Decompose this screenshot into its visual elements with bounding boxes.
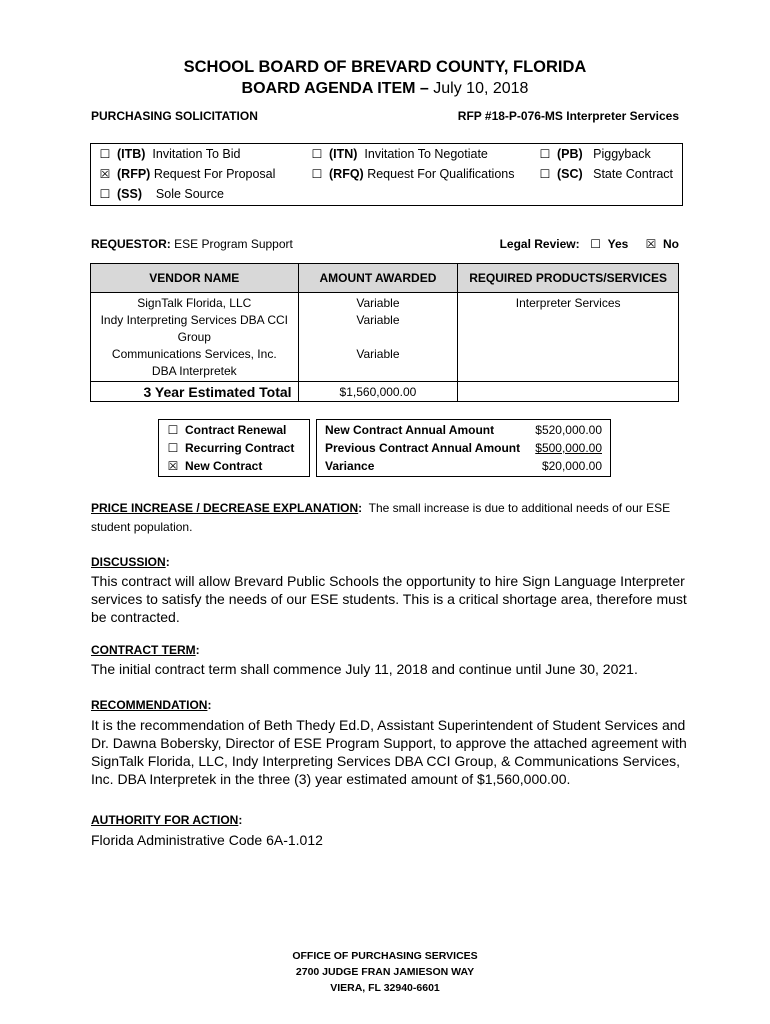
requestor-line [91, 237, 293, 251]
rfp-reference: RFP #18-P-076-MS Interpreter Services [457, 109, 679, 123]
checkbox-icon[interactable]: ☐ [167, 423, 179, 437]
amount-line: Variable [356, 347, 400, 361]
checkbox-icon[interactable]: ☒ [99, 167, 111, 181]
vendor-line: Group [177, 330, 211, 344]
option-label: Invitation To Negotiate [364, 147, 488, 161]
checkbox-icon[interactable]: ☐ [311, 167, 323, 181]
column-header: VENDOR NAME [91, 264, 299, 293]
option-label: Request For Proposal [153, 167, 276, 181]
option-code: (RFP) [117, 167, 151, 181]
empty-cell [458, 382, 679, 402]
contract-amounts-box [316, 419, 611, 477]
amount-line [299, 329, 458, 346]
amount-row [325, 423, 602, 437]
checkbox-icon[interactable]: ☐ [167, 441, 179, 455]
legal-yes-label: Yes [607, 237, 629, 251]
total-label: 3 Year Estimated Total [91, 382, 299, 402]
amount-value: $500,000.00 [535, 441, 602, 455]
vendor-table [90, 263, 679, 402]
agenda-item-label: BOARD AGENDA ITEM – [241, 80, 429, 97]
legal-no-label: No [663, 237, 679, 251]
vendor-line: DBA Interpretek [151, 364, 237, 378]
services-cell [458, 293, 679, 382]
column-header: AMOUNT AWARDED [298, 264, 458, 293]
option-label: Contract Renewal [185, 423, 287, 437]
option-rfp[interactable] [99, 167, 275, 181]
amount-row [325, 459, 602, 473]
amount-row [325, 441, 602, 455]
option-label: Invitation To Bid [152, 147, 241, 161]
total-value: $1,560,000.00 [298, 382, 458, 402]
contract-term-heading-line: CONTRACT TERM: [91, 643, 200, 657]
section-heading: PRICE INCREASE / DECREASE EXPLANATION [91, 501, 359, 515]
amount-line: Variable [356, 296, 400, 310]
amount-value: $520,000.00 [535, 423, 602, 437]
amounts-cell [298, 293, 458, 382]
total-row [91, 382, 679, 402]
option-label: Recurring Contract [185, 441, 295, 455]
requestor-label: REQUESTOR: [91, 237, 171, 251]
contract-renewal-option[interactable] [167, 423, 286, 437]
discussion-text: This contract will allow Brevard Public Schools the opportunity to hire Sign Language Interpreter services to satisfy the needs of our ESE students. This is a critical shortage area, therefore must be contracted. [91, 573, 687, 625]
option-label: New Contract [185, 459, 263, 473]
contract-term-text: The initial contract term shall commence July 11, 2018 and continue until June 30, 2021. [91, 661, 638, 677]
option-itn[interactable] [311, 147, 488, 161]
agenda-item-line [0, 80, 770, 98]
recommendation-heading-line: RECOMMENDATION: [91, 698, 212, 712]
option-code: (ITB) [117, 147, 146, 161]
price-explanation-text-2: student population. [91, 520, 193, 534]
price-explanation: PRICE INCREASE / DECREASE EXPLANATION: The small increase is due to additional needs of our ESE student population. [91, 501, 671, 534]
amount-label: Variance [325, 459, 375, 473]
checkbox-icon[interactable]: ☐ [311, 147, 323, 161]
amount-label: New Contract Annual Amount [325, 423, 495, 437]
option-label: Piggyback [593, 147, 651, 161]
requestor-value: ESE Program Support [174, 237, 293, 251]
option-pb[interactable] [539, 147, 651, 161]
document-title: SCHOOL BOARD OF BREVARD COUNTY, FLORIDA [183, 58, 587, 76]
option-label: Request For Qualifications [367, 167, 515, 181]
option-label: State Contract [593, 167, 674, 181]
section-heading: CONTRACT TERM [91, 643, 196, 657]
amount-label: Previous Contract Annual Amount [325, 441, 521, 455]
amount-value: $20,000.00 [541, 459, 602, 473]
contract-type-box [158, 419, 310, 477]
table-header-row [91, 264, 679, 293]
footer-line: 2700 JUDGE FRAN JAMIESON WAY [295, 966, 475, 978]
table-row [91, 293, 679, 382]
vendor-line: Communications Services, Inc. [111, 347, 277, 361]
vendor-names-cell [91, 293, 299, 382]
recurring-contract-option[interactable] [167, 441, 294, 455]
authority-text: Florida Administrative Code 6A-1.012 [91, 832, 323, 848]
option-ss[interactable] [99, 187, 224, 201]
price-explanation-text: The small increase is due to additional needs of our ESE [368, 501, 671, 515]
checkbox-icon[interactable]: ☐ [590, 237, 601, 251]
checkbox-icon[interactable]: ☐ [99, 147, 111, 161]
option-code: (ITN) [329, 147, 358, 161]
column-header: REQUIRED PRODUCTS/SERVICES [458, 264, 679, 293]
service-line: Interpreter Services [515, 296, 621, 310]
new-contract-option[interactable] [167, 459, 262, 473]
option-rfq[interactable] [311, 167, 515, 181]
recommendation-text: It is the recommendation of Beth Thedy Ed.D, Assistant Superintendent of Student Services and Dr. Dawna Bobersky, Director of ESE Program Support, to approve the attached agreement with SignTalk Florida, LLC, Indy Interpreting Services DBA CCI Group, & Communications Services, Inc. DBA Interpretek in the three (3) year estimated amount of $1,560,000.00. [91, 717, 687, 787]
footer-address [0, 948, 770, 996]
legal-review-label: Legal Review: [499, 237, 580, 251]
option-code: (PB) [557, 147, 583, 161]
solicitation-type-box [90, 143, 683, 206]
option-code: (SS) [117, 187, 142, 201]
checkbox-icon[interactable]: ☐ [539, 147, 551, 161]
option-itb[interactable] [99, 147, 240, 161]
option-code: (RFQ) [329, 167, 364, 181]
vendor-line: SignTalk Florida, LLC [137, 296, 252, 310]
option-label: Sole Source [155, 187, 225, 201]
checkbox-icon[interactable]: ☒ [167, 459, 179, 473]
option-code: (SC) [557, 167, 583, 181]
legal-review-line [500, 237, 679, 251]
section-heading: DISCUSSION [91, 555, 166, 569]
section-heading: RECOMMENDATION [91, 698, 208, 712]
footer-line: VIERA, FL 32940-6601 [330, 982, 440, 994]
footer-line: OFFICE OF PURCHASING SERVICES [292, 950, 478, 962]
solicitation-label: PURCHASING SOLICITATION [91, 109, 258, 123]
option-sc[interactable] [539, 167, 673, 181]
section-heading: AUTHORITY FOR ACTION [91, 813, 239, 827]
checkbox-icon[interactable]: ☐ [539, 167, 551, 181]
vendor-line: Indy Interpreting Services DBA CCI [100, 313, 288, 327]
amount-line: Variable [356, 313, 400, 327]
authority-heading-line: AUTHORITY FOR ACTION: [91, 813, 243, 827]
checkbox-icon[interactable]: ☐ [99, 187, 111, 201]
checkbox-icon[interactable]: ☒ [645, 237, 657, 251]
agenda-date: July 10, 2018 [433, 80, 529, 97]
discussion-heading-line: DISCUSSION: [91, 555, 170, 569]
